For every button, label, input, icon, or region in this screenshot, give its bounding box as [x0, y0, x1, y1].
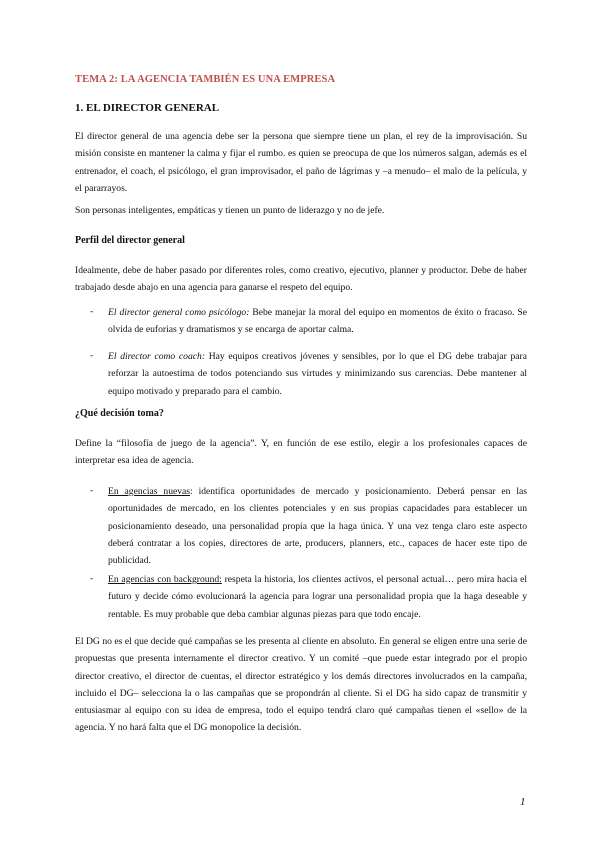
bullet-agencias-background — [108, 571, 527, 623]
bullet-text: : identifica oportunidades de mercado y posicionamiento. Deberá pensar en las oportunidades de mercado, en los clientes potenciales y en sus propias capacidades para establecer un posicionamiento deseado, una personalidad propia que la haga única. Y una vez tenga claro este aspecto deberá contratar a los copies, directores de arte, producers, planners, etc., capaces de hacer este tipo de publicidad. — [108, 486, 527, 567]
bullet-psicologo — [108, 304, 527, 339]
bullet-text: Hay equipos creativos jóvenes y sensibles, por lo que el DG debe trabajar para reforzar la autoestima de todos potenciando sus virtudes y minimizando sus carencias. Debe mantener al equipo motivado y preparado para el cambio. — [108, 351, 527, 397]
bullet-text: Bebe manejar la moral del equipo en momentos de éxito o fracaso. Se olvida de euforias y dramatismos y se encarga de aportar calma. — [108, 307, 528, 336]
closing-paragraph: El DG no es el que decide qué campañas se les presenta al cliente en absoluto. En general se eligen entre una serie de propuestas que presenta internamente el director creativo. Y un comité –que puede estar integrado por el propio director creativo, el director de cuentas, el director estratégico y los demás directores involucrados en la campaña, incluido el DG– selecciona la o las campañas que se propondrán al cliente. Si el DG ha sido capaz de transmitir y entusiasmar al equipo con su idea de empresa, todo el equipo tendrá claro qué campañas tienen el «sello» de la agencia. Y no hará falta que el DG monopolice la decisión. — [75, 636, 527, 734]
bullet-dash: - — [90, 485, 94, 496]
summary-paragraph: Son personas inteligentes, empáticas y tienen un punto de liderazgo y no de jefe. — [75, 205, 385, 216]
bullet-dash: - — [90, 306, 94, 317]
bullet-agencias-nuevas — [108, 483, 527, 569]
bullet-lead: En agencias nuevas — [108, 486, 191, 497]
bullet-lead: El director general como psicólogo: — [108, 307, 250, 318]
bullet-text: respeta la historia, los clientes activos, el personal actual… pero mira hacia el futuro y decide cómo evolucionará la agencia para lograr una personalidad propia que la haga deseable y rentable. Es muy probable que deba cambiar algunas piezas para que todo encaje. — [108, 574, 527, 620]
decision-heading: ¿Qué decisión toma? — [75, 408, 164, 419]
decision-intro: Define la “filosofía de juego de la agencia”. Y, en función de ese estilo, elegir a los profesionales capaces de interpretar esa idea de agencia. — [75, 438, 527, 467]
intro-paragraph: El director general de una agencia debe ser la persona que siempre tiene un plan, el rey de la improvisación. Su misión consiste en mantener la calma y fijar el rumbo. es quien se preocupa de que los números salgan, además es el entrenador, el coach, el psicólogo, el gran improvisador, el paño de lágrimas y –a menudo– el malo de la película, y el pararrayos. — [75, 131, 527, 194]
bullet-lead: En agencias con background: — [108, 574, 222, 585]
perfil-heading: Perfil del director general — [75, 235, 185, 246]
bullet-lead: El director como coach: — [108, 351, 206, 362]
perfil-intro: Idealmente, debe de haber pasado por diferentes roles, como creativo, ejecutivo, planner y productor. Debe de haber trabajado desde abajo en una agencia para ganarse el respeto del equipo. — [75, 265, 527, 294]
bullet-dash: - — [90, 350, 94, 361]
bullet-coach — [108, 348, 527, 400]
page-number: 1 — [520, 796, 526, 808]
bullet-dash: - — [90, 573, 94, 584]
section-heading: 1. EL DIRECTOR GENERAL — [75, 102, 220, 114]
chapter-title: TEMA 2: LA AGENCIA TAMBIÉN ES UNA EMPRESA — [75, 74, 336, 85]
